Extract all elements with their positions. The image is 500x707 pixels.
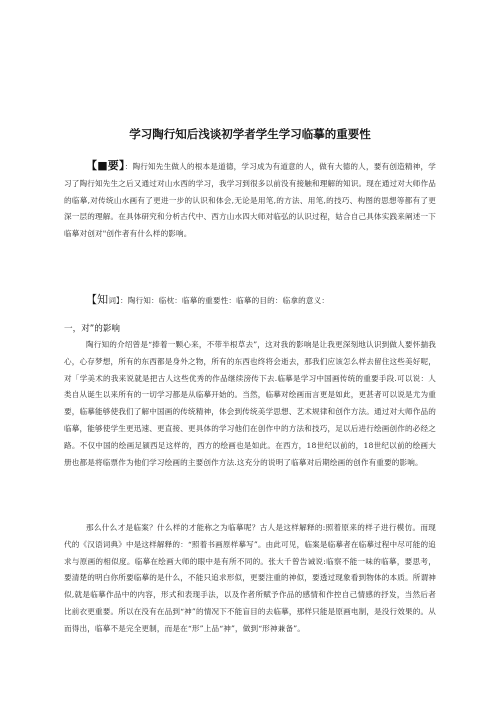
section-heading: 一，对”的影响 bbox=[64, 324, 121, 334]
abstract-paragraph bbox=[64, 158, 436, 243]
body-paragraph-2: 那么什么才是临案？什么样的才能称之为临摹呢？古人是这样解释的:照着原来的样子进行模仿。而现代的《汉语词典》中是这样解释的：“照着书画原样摹写”。由此可见，临案是临摹者在临摹过程中尽可能的追求与原画的相似度。临摹在绘画大师的眼中是有所不同的。张大千曾告诫说:临察不能一味的临摹，要思考，要清楚的明白你所要临摹的是什么，不能只追求形似，更要注重的神似，要透过现象看到物体的本质。所谓神似,就是临摹作品中的内容，形式和表现手法，以及作者所赋予作品的感情和作控自己情感的抒发，当然后者比前衣更重要。所以在没有在品到“神”的情况下不能盲目的去临摹，那样只能是原画电制，是没行效果的。从而得出，临摹不是完全更制，而是在“形”上品“神”，做到“形神兼备”。 bbox=[64, 523, 437, 633]
keywords-paragraph bbox=[64, 292, 436, 310]
document-title: 学习陶行知后浅谈初学者学生学习临摹的重要性 bbox=[129, 127, 371, 141]
abstract-text: ：陶行知先生做人的根本是道德，学习成为有道意的人，做有大德的人，要有创造精神，学习了陶行知先生之后又通过对山水西的学习，我学习到很多以前没有接触和理解的知识。现在通过对大师作品的临摹,对传统山水画有了更进一步的认识和体会,无论是用笔,的方法、用笔,的技巧、构图的思想等都有了更深一层的理解。在具体研究和分析古代中、西方山水四大师对临弘的认识过程，姑合自己具体实践来阐述一下临摹对创对"创作者有什么样的影响。 bbox=[64, 162, 436, 239]
body-paragraph-1: 陶行知的介绍曾是“捧着一颗心来，不带半根草去”，这对我的影响是让我更深刻地认识到做人要怀揣我心，心存梦想，所有的东西都是身外之物，所有的东西也终将会逝去，那我们应该怎么样去留住这些美好呢，对「学美术的我来说就是把古人这些优秀的作品继续滂传下去.临摹是学习中国画传统的重要手段.可以说：人类自从诞生以来所有的一切学习都是从临摹开始的。当然，临摹对绘画而言更是如此，更甚者可以说是尤为重要，临摹能够使我们了解中国画的传统精神，体会到传统美学思想、艺术规律和创作方法。通过对大师作品的临摹，能够使学生更迅速、更直接、更具体的学习他们在创作中的方法和技巧，足以后进行绘画创作的必经之路。不仅中国的绘画足颍西足这样的，西方的绘画也是如此。在西方，18世纪以前的，18世纪以前的绘画大册也都是将临票作为他们学习绘画的主要创作方法.这充分的说明了临摹对后期绘画的创作有重要的影响。 bbox=[64, 340, 436, 467]
keywords-text: 词】：陶行知：临枕：临摹的重要性：临摹的目的：临拿的意义： bbox=[108, 296, 330, 305]
keywords-label: 【知 bbox=[86, 293, 109, 306]
abstract-label: 【■要】 bbox=[86, 159, 125, 172]
